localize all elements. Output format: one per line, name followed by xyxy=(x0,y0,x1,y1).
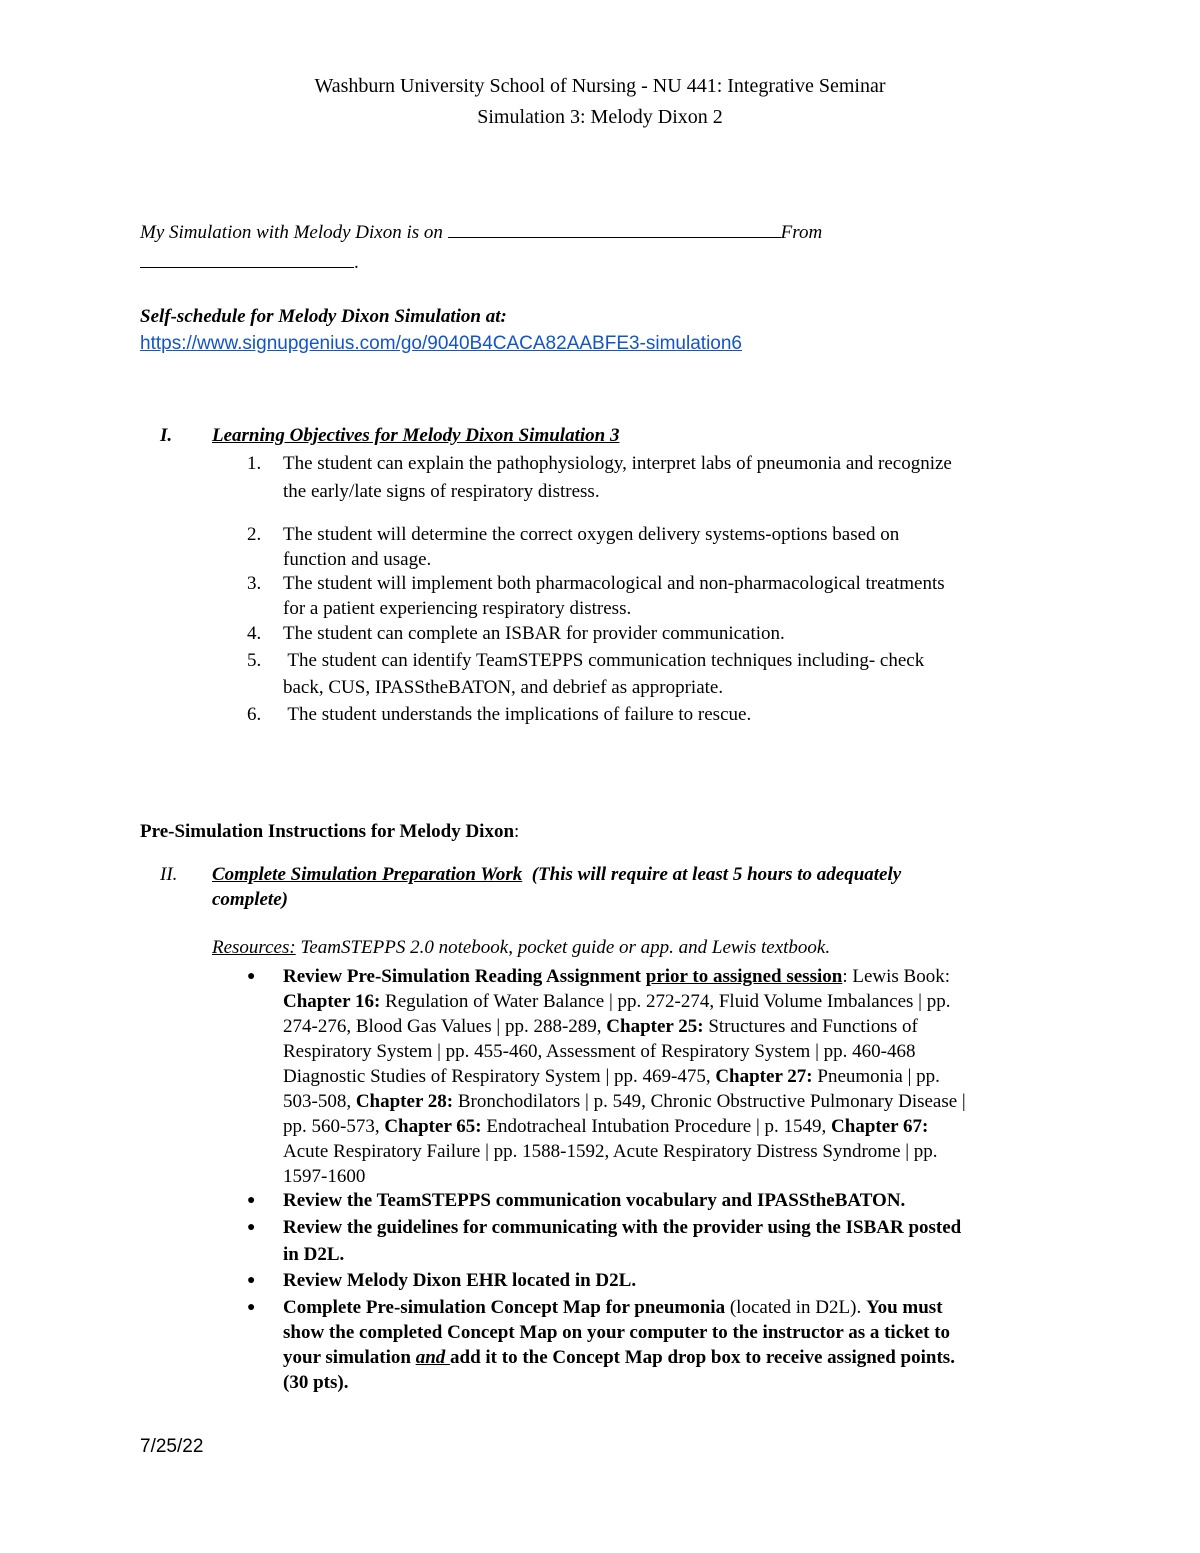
objective-text: The student understands the implications of failure to rescue. xyxy=(283,704,752,725)
bullet-icon: ● xyxy=(247,1193,256,1208)
section2-note-cont: complete) xyxy=(212,889,288,910)
b2-text: Review the TeamSTEPPS communication vocabulary and IPASStheBATON. xyxy=(283,1190,906,1211)
pre-sim-heading xyxy=(140,821,519,843)
b1-line3 xyxy=(283,1016,918,1038)
pre-sim-colon: : xyxy=(514,821,520,842)
b1-line9: 1597-1600 xyxy=(283,1166,366,1187)
header-subtitle: Simulation 3: Melody Dixon 2 xyxy=(477,106,723,128)
time-line xyxy=(140,252,359,274)
bullet-icon: ● xyxy=(247,1273,256,1288)
b1-line6 xyxy=(283,1091,966,1113)
objective-text: The student can complete an ISBAR for provider communication. xyxy=(283,623,785,644)
chapter-25: Chapter 25: xyxy=(606,1016,704,1037)
schedule-prefix: My Simulation with Melody Dixon is on xyxy=(140,222,443,243)
objective-text: The student will implement both pharmacological and non-pharmacological treatments xyxy=(283,573,945,594)
objective-text: The student can identify TeamSTEPPS communication techniques including- check xyxy=(283,650,925,671)
b1-text: 274-276, Blood Gas Values | pp. 288-289, xyxy=(283,1016,607,1037)
section2-title: Complete Simulation Preparation Work xyxy=(212,864,523,885)
b1-line8: Acute Respiratory Failure | pp. 1588-1592, Acute Respiratory Distress Syndrome | pp. xyxy=(283,1141,938,1162)
b1-text: Endotracheal Intubation Procedure | p. 1549, xyxy=(481,1116,832,1137)
b1-text: Regulation of Water Balance | pp. 272-274, Fluid Volume Imbalances | pp. xyxy=(380,991,951,1012)
self-schedule-label: Self-schedule for Melody Dixon Simulation at: xyxy=(140,306,507,327)
objective-text: for a patient experiencing respiratory distress. xyxy=(283,598,632,619)
b5-end: You must xyxy=(865,1297,943,1318)
date-blank[interactable] xyxy=(448,223,781,238)
b1-line2 xyxy=(283,991,950,1013)
time-blank[interactable] xyxy=(140,253,354,268)
objective-text: The student can explain the pathophysiology, interpret labs of pneumonia and recognize xyxy=(283,453,952,474)
period: . xyxy=(354,252,359,273)
b5-paren: (located in D2L). xyxy=(725,1297,866,1318)
objective-text: The student will determine the correct oxygen delivery systems-options based on xyxy=(283,524,900,545)
resources-label: Resources: xyxy=(212,937,296,958)
b1-line1 xyxy=(283,966,950,988)
chapter-65: Chapter 65: xyxy=(384,1116,482,1137)
chapter-16: Chapter 16: xyxy=(283,991,381,1012)
b5-and: and xyxy=(415,1347,451,1368)
pre-sim-title: Pre-Simulation Instructions for Melody Dixon xyxy=(140,821,515,842)
from-label: From xyxy=(780,222,823,243)
schedule-line xyxy=(140,222,822,244)
b5-line1 xyxy=(283,1297,943,1319)
section1-numeral: I. xyxy=(160,425,173,446)
objective-text: function and usage. xyxy=(283,549,432,570)
chapter-67: Chapter 67: xyxy=(831,1116,929,1137)
b3-line1: Review the guidelines for communicating with the provider using the ISBAR posted xyxy=(283,1217,962,1238)
b5-line4: (30 pts). xyxy=(283,1372,349,1393)
b1-emph: prior to assigned session xyxy=(645,966,843,987)
footer-date: 7/25/22 xyxy=(140,1436,204,1457)
bullet-icon: ● xyxy=(247,1300,256,1315)
b5-text: add it to the Concept Map drop box to receive assigned points. xyxy=(450,1347,955,1368)
objective-text: back, CUS, IPASStheBATON, and debrief as appropriate. xyxy=(283,677,724,698)
b1-line5 xyxy=(283,1066,940,1088)
objective-number: 6. xyxy=(247,704,262,725)
b1-text: Structures and Functions of xyxy=(703,1016,918,1037)
bullet-icon: ● xyxy=(247,1220,256,1235)
b5-line3 xyxy=(283,1347,955,1369)
b4-text: Review Melody Dixon EHR located in D2L. xyxy=(283,1270,637,1291)
b1-text: pp. 560-573, xyxy=(283,1116,385,1137)
signup-link[interactable]: https://www.signupgenius.com/go/9040B4CACA82AABFE3-simulation6 xyxy=(140,333,742,354)
bullet-icon: ● xyxy=(247,969,256,984)
b5-line2: show the completed Concept Map on your computer to the instructor as a ticket to xyxy=(283,1322,951,1343)
objective-number: 3. xyxy=(247,573,262,594)
chapter-28: Chapter 28: xyxy=(355,1091,454,1112)
resources-line xyxy=(212,937,830,959)
objective-text: the early/late signs of respiratory distress. xyxy=(283,481,600,502)
objective-number: 4. xyxy=(247,623,262,644)
b1-after: : Lewis Book: xyxy=(842,966,950,987)
b5-text: your simulation xyxy=(283,1347,416,1368)
b1-text: Pneumonia | pp. xyxy=(812,1066,940,1087)
b5-lead: Complete Pre-simulation Concept Map for pneumonia xyxy=(283,1297,726,1318)
chapter-27: Chapter 27: xyxy=(715,1066,813,1087)
resources-text: TeamSTEPPS 2.0 notebook, pocket guide or app. and Lewis textbook. xyxy=(295,937,831,958)
section2-note: (This will require at least 5 hours to adequately xyxy=(531,864,902,885)
objective-number: 2. xyxy=(247,524,262,545)
header-title: Washburn University School of Nursing - NU 441: Integrative Seminar xyxy=(314,75,886,97)
b1-text: Diagnostic Studies of Respiratory System | pp. 469-475, xyxy=(283,1066,716,1087)
section2-title-line xyxy=(212,864,901,886)
b1-line7 xyxy=(283,1116,928,1138)
objective-number: 5. xyxy=(247,650,262,671)
b1-text: Bronchodilators | p. 549, Chronic Obstructive Pulmonary Disease | xyxy=(453,1091,966,1112)
section2-numeral: II. xyxy=(160,864,178,885)
b3-line2: in D2L. xyxy=(283,1244,345,1265)
b1-line4: Respiratory System | pp. 455-460, Assessment of Respiratory System | pp. 460-468 xyxy=(283,1041,916,1062)
b1-lead: Review Pre-Simulation Reading Assignment xyxy=(283,966,646,987)
section1-title: Learning Objectives for Melody Dixon Simulation 3 xyxy=(212,425,620,446)
b1-text: 503-508, xyxy=(283,1091,356,1112)
objective-number: 1. xyxy=(247,453,262,474)
